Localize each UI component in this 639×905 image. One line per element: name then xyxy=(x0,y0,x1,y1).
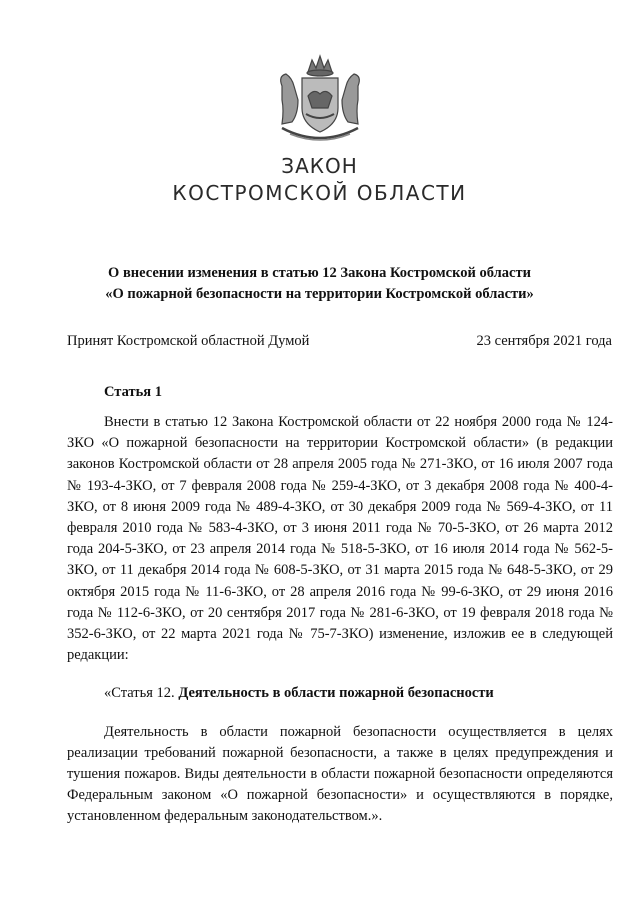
new-article-prefix: «Статья 12. xyxy=(104,685,179,702)
coat-of-arms-icon xyxy=(268,52,372,148)
article-1-paragraph: Внести в статью 12 Закона Костромской области от 22 ноября 2000 года № 124-ЗКО «О пожарной безопасности на территории Костромской области» (в редакции законов Костромской области от 28 апреля 2005 года № 271-ЗКО, от 16 июля 2007 года № 193-4-ЗКО, от 7 февраля 2008 года № 259-4-ЗКО, от 3 декабря 2008 года № 400-4-ЗКО, от 8 июня 2009 года № 489-4-ЗКО, от 30 декабря 2009 года № 569-4-ЗКО, от 11 февраля 2010 года № 583-4-ЗКО, от 3 июня 2011 года № 70-5-ЗКО, от 26 марта 2012 года 204-5-ЗКО, от 23 апреля 2014 года № 518-5-ЗКО, от 16 июля 2014 года № 562-5-ЗКО, от 11 декабря 2014 года № 608-5-ЗКО, от 31 марта 2015 года № 648-5-ЗКО, от 29 октября 2015 года № 11-6-ЗКО, от 28 апреля 2016 года № 99-6-ЗКО, от 29 июня 2016 года № 112-6-ЗКО, от 20 сентября 2017 года № 281-6-ЗКО, от 19 февраля 2018 года № 352-6-ЗКО, от 22 марта 2021 года № 75-7-ЗКО) изменение, изложив ее в следующей редакции: xyxy=(67,414,613,664)
new-article-heading xyxy=(67,683,613,704)
adoption-date: 23 сентября 2021 года xyxy=(476,333,612,349)
article-1-heading: Статья 1 xyxy=(104,384,162,400)
law-title-line2: КОСТРОМСКОЙ ОБЛАСТИ xyxy=(172,181,467,205)
law-subject-line2: «О пожарной безопасности на территории Костромской области» xyxy=(105,286,534,302)
law-title-line1: ЗАКОН xyxy=(281,154,358,178)
new-article-title: Деятельность в области пожарной безопасности xyxy=(178,685,494,702)
adopted-by: Принят Костромской областной Думой xyxy=(67,333,310,349)
coat-of-arms-icon-graphic xyxy=(268,52,372,148)
document-body xyxy=(67,412,613,828)
law-subject-line1: О внесении изменения в статью 12 Закона Костромской области xyxy=(108,265,531,281)
new-article-paragraph: Деятельность в области пожарной безопасности осуществляется в целях реализации требований пожарной безопасности, а также в целях предупреждения и тушения пожаров. Виды деятельности в области пожарной безопасности определяются Федеральным законом «О пожарной безопасности» и осуществляются в порядке, установленном федеральным законодательством.». xyxy=(67,723,613,825)
